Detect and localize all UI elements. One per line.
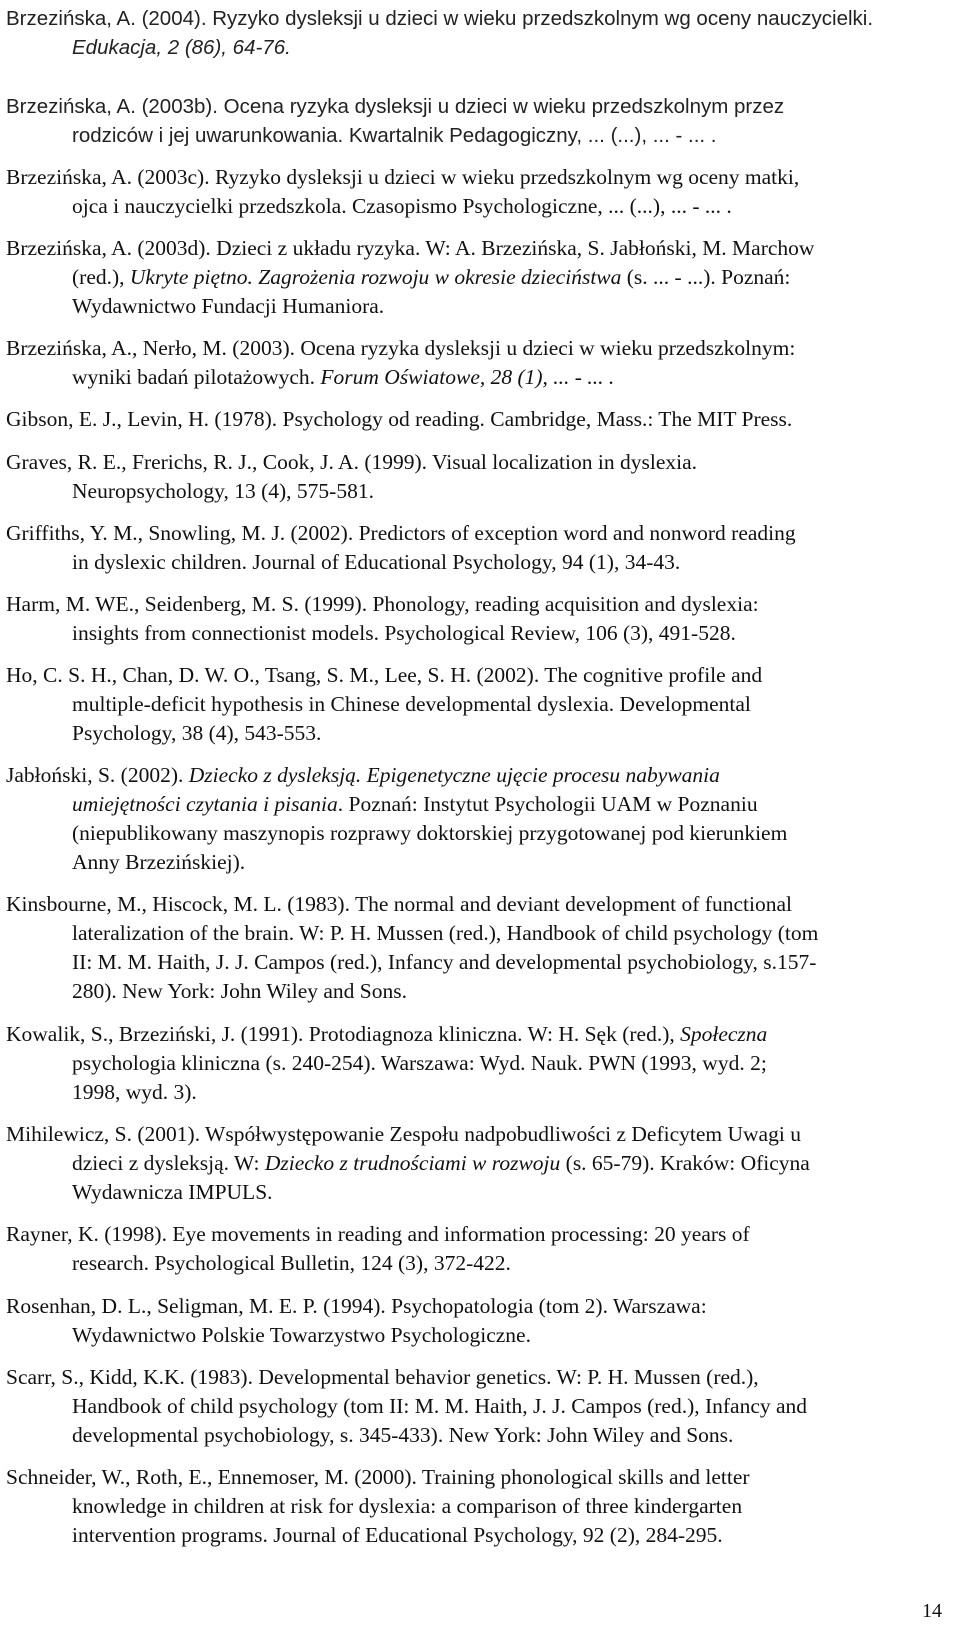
reference-text: Graves, R. E., Frerichs, R. J., Cook, J. A. (1999). Visual localization in dyslexia. Neuropsychology, 13 (4), 575-581. bbox=[6, 450, 698, 503]
reference-entry bbox=[0, 92, 960, 150]
reference-text: Ho, C. S. H., Chan, D. W. O., Tsang, S. M., Lee, S. H. (2002). The cognitive profile and multiple-deficit hypothesis in Chinese developmental dyslexia. Developmental Psychology, 38 (4), 543-553. bbox=[6, 663, 763, 745]
reference-text: Kowalik, S., Brzeziński, J. (1991). Protodiagnoza kliniczna. W: H. Sęk (red.), bbox=[6, 1022, 681, 1046]
reference-entry bbox=[0, 405, 960, 434]
reference-text: Jabłoński, S. (2002). bbox=[6, 763, 189, 787]
reference-entry bbox=[0, 163, 960, 221]
reference-text: Kinsbourne, M., Hiscock, M. L. (1983). The normal and deviant development of functional lateralization of the brain. W: P. H. Mussen (red.), Handbook of child psychology (tom II: M. M. Haith, J. J. Campos (red.), Infancy and developmental psychobiology, s.157- 280). New York: John Wiley and Sons. bbox=[6, 892, 819, 1003]
reference-entry bbox=[0, 1292, 960, 1350]
reference-text: . Poznań: Instytut Psychologii UAM w Poznaniu (niepublikowany maszynopis rozprawy doktorskiej przygotowanej pod kierunkiem Anny Brzezińskiej). bbox=[72, 792, 788, 874]
reference-entry bbox=[0, 4, 960, 62]
reference-text: Schneider, W., Roth, E., Ennemoser, M. (2000). Training phonological skills and letter knowledge in children at risk for dyslexia: a comparison of three kindergarten intervention programs. Journal of Educational Psychology, 92 (2), 284-295. bbox=[6, 1465, 750, 1547]
reference-text: (s. ... - ...). Poznań: Wydawnictwo Fundacji Humaniora. bbox=[72, 265, 791, 318]
reference-title-italic: Społeczna bbox=[680, 1022, 768, 1046]
reference-entry bbox=[0, 890, 960, 1006]
reference-entry bbox=[0, 519, 960, 577]
reference-entry bbox=[0, 661, 960, 748]
reference-entry bbox=[0, 1363, 960, 1450]
reference-entry bbox=[0, 1020, 960, 1107]
reference-text: (s. 65-79). Kraków: Oficyna Wydawnicza IMPULS. bbox=[72, 1151, 810, 1204]
reference-text: Harm, M. WE., Seidenberg, M. S. (1999). Phonology, reading acquisition and dyslexia: insights from connectionist models. Psychological Review, 106 (3), 491-528. bbox=[6, 592, 759, 645]
reference-title-italic: Dziecko z trudnościami w rozwoju bbox=[264, 1151, 561, 1175]
reference-entry bbox=[0, 1220, 960, 1278]
reference-entry bbox=[0, 334, 960, 392]
reference-text: Brzezińska, A. (2004). Ryzyko dysleksji u dzieci w wieku przedszkolnym wg oceny nauczycielki. bbox=[6, 7, 874, 30]
reference-title-italic: Forum Oświatowe, 28 (1), ... - ... . bbox=[320, 365, 615, 389]
reference-entry bbox=[0, 1463, 960, 1550]
reference-entry bbox=[0, 448, 960, 506]
reference-entry bbox=[0, 761, 960, 877]
reference-entry bbox=[0, 234, 960, 321]
reference-text: psychologia kliniczna (s. 240-254). Warszawa: Wyd. Nauk. PWN (1993, wyd. 2; 1998, wyd. 3). bbox=[72, 1051, 767, 1104]
reference-text: Scarr, S., Kidd, K.K. (1983). Developmental behavior genetics. W: P. H. Mussen (red.), Handbook of child psychology (tom II: M. M. Haith, J. J. Campos (red.), Infancy and developmental psychobiology, s. 345-433). New York: John Wiley and Sons. bbox=[6, 1365, 808, 1447]
reference-text: Gibson, E. J., Levin, H. (1978). Psychology od reading. Cambridge, Mass.: The MIT Press. bbox=[6, 407, 793, 431]
reference-text: Brzezińska, A. (2003c). Ryzyko dysleksji u dzieci w wieku przedszkolnym wg oceny matki, ojca i nauczycielki przedszkola. Czasopismo Psychologiczne, ... (...), ... - ... . bbox=[6, 165, 800, 218]
reference-title-italic: Dziecko z dysleksją. Epigenetyczne ujęcie procesu nabywania umiejętności czytania i pisania bbox=[72, 763, 720, 816]
reference-text: Brzezińska, A. (2003b). Ocena ryzyka dysleksji u dzieci w wieku przedszkolnym przez rodziców i jej uwarunkowania. Kwartalnik Pedagogiczny, ... (...), ... - ... . bbox=[6, 95, 785, 147]
reference-title-italic: Edukacja, 2 (86), 64-76. bbox=[72, 36, 291, 59]
reference-entry bbox=[0, 590, 960, 648]
reference-text: Rayner, K. (1998). Eye movements in reading and information processing: 20 years of research. Psychological Bulletin, 124 (3), 372-422. bbox=[6, 1222, 750, 1275]
reference-text: Mihilewicz, S. (2001). Współwystępowanie Zespołu nadpobudliwości z Deficytem Uwagi u dzieci z dysleksją. W: bbox=[6, 1122, 801, 1175]
reference-text: Brzezińska, A., Nerło, M. (2003). Ocena ryzyka dysleksji u dzieci w wieku przedszkolnym: wyniki badań pilotażowych. bbox=[6, 336, 796, 389]
page-number: 14 bbox=[922, 1600, 942, 1622]
reference-text: Griffiths, Y. M., Snowling, M. J. (2002). Predictors of exception word and nonword reading in dyslexic children. Journal of Educational Psychology, 94 (1), 34-43. bbox=[6, 521, 796, 574]
reference-text: Rosenhan, D. L., Seligman, M. E. P. (1994). Psychopatologia (tom 2). Warszawa: Wydawnictwo Polskie Towarzystwo Psychologiczne. bbox=[6, 1294, 707, 1347]
reference-text: Brzezińska, A. (2003d). Dzieci z układu ryzyka. W: A. Brzezińska, S. Jabłoński, M. Marchow (red.), bbox=[6, 236, 815, 289]
reference-entry bbox=[0, 1120, 960, 1207]
reference-title-italic: Ukryte piętno. Zagrożenia rozwoju w okresie dzieciństwa bbox=[129, 265, 622, 289]
